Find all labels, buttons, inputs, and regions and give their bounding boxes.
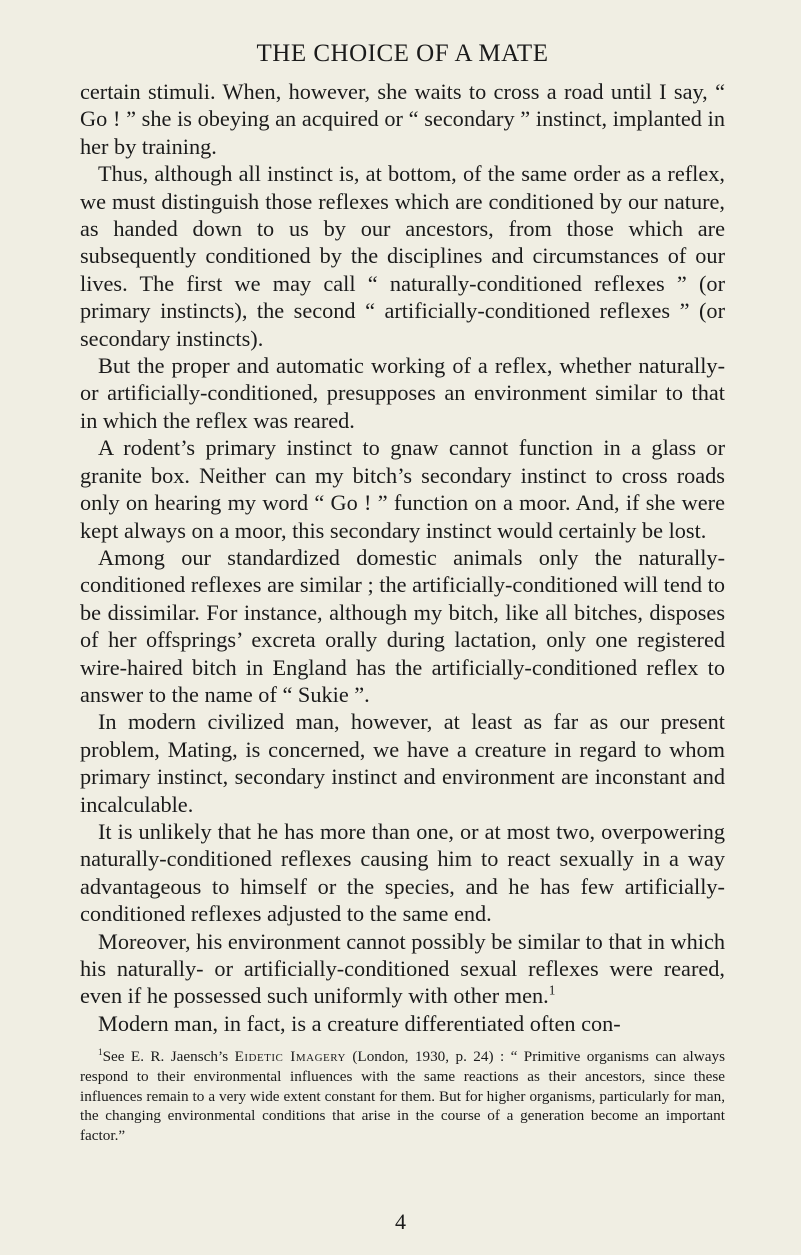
book-page [80,38,725,1146]
footnote-reference: 1 [548,982,556,998]
paragraph-with-footnote [80,928,725,1010]
footnote-book-title: Eidetic Imagery [234,1048,346,1066]
body-text [80,78,725,1037]
page-number: 4 [395,1209,406,1234]
paragraph: Among our standardized domestic animals only the naturally-conditioned reflexes are similar ; the artificially-conditioned will tend to be dissimilar. For instance, although my bitch, like all bitches, disposes of her offsprings’ excreta orally during lactation, only one registered wire-haired bitch in England has the artificially-conditioned reflex to answer to the name of “ Sukie ”. [80,544,725,707]
paragraph: A rodent’s primary instinct to gnaw cannot function in a glass or granite box. Neither can my bitch’s secondary instinct to cross roads only on hearing my word “ Go ! ” function on a moor. And, if she were kept always on a moor, this secondary instinct would certainly be lost. [80,435,725,543]
running-head: THE CHOICE OF A MATE [256,40,549,67]
paragraph: Thus, although all instinct is, at bottom, of the same order as a reflex, we must distinguish those reflexes which are conditioned by our nature, as handed down to us by our ancestors, from those which are subsequently conditioned by the disciplines and circumstances of our lives. The first we may call “ naturally-conditioned reflexes ” (or primary instincts), the second “ artificially-conditioned reflexes ” (or secondary instincts). [80,161,725,351]
footnote-after-title: (London, 1930, p. 24) : “ Primitive organisms can always respond to their environmental influences with the same reactions as their ancestors, since these influences remain to a very wide extent constant for them. But for higher organisms, particularly for man, the changing environmental conditions that arise in the course of a generation become an important factor.” [80,1048,725,1145]
paragraph: In modern civilized man, however, at least as far as our present problem, Mating, is concerned, we have a creature in regard to whom primary instinct, secondary instinct and environment are inconstant and incalculable. [80,709,725,817]
footnote-before-title: See E. R. Jaensch’s [102,1048,235,1066]
paragraph: Modern man, in fact, is a creature differentiated often con- [98,1010,621,1036]
paragraph-text: Moreover, his environment cannot possibly be similar to that in which his naturally- or artificially-conditioned sexual reflexes were reared, even if he possessed such uniformly with other men. [80,928,725,1009]
paragraph: But the proper and automatic working of a reflex, whether naturally- or artificially-conditioned, presupposes an environment similar to that in which the reflex was reared. [80,353,725,433]
footnote-marker: 1 [98,1047,103,1058]
paragraph: It is unlikely that he has more than one, or at most two, overpowering naturally-conditioned reflexes causing him to react sexually in a way advantageous to himself or the species, and he has few artificially-conditioned reflexes adjusted to the same end. [80,818,725,927]
footnote [80,1047,725,1146]
footnote-text [80,1047,725,1146]
paragraph: certain stimuli. When, however, she waits to cross a road until I say, “ Go ! ” she is obeying an acquired or “ secondary ” instinct, implanted in her by training. [80,79,725,159]
